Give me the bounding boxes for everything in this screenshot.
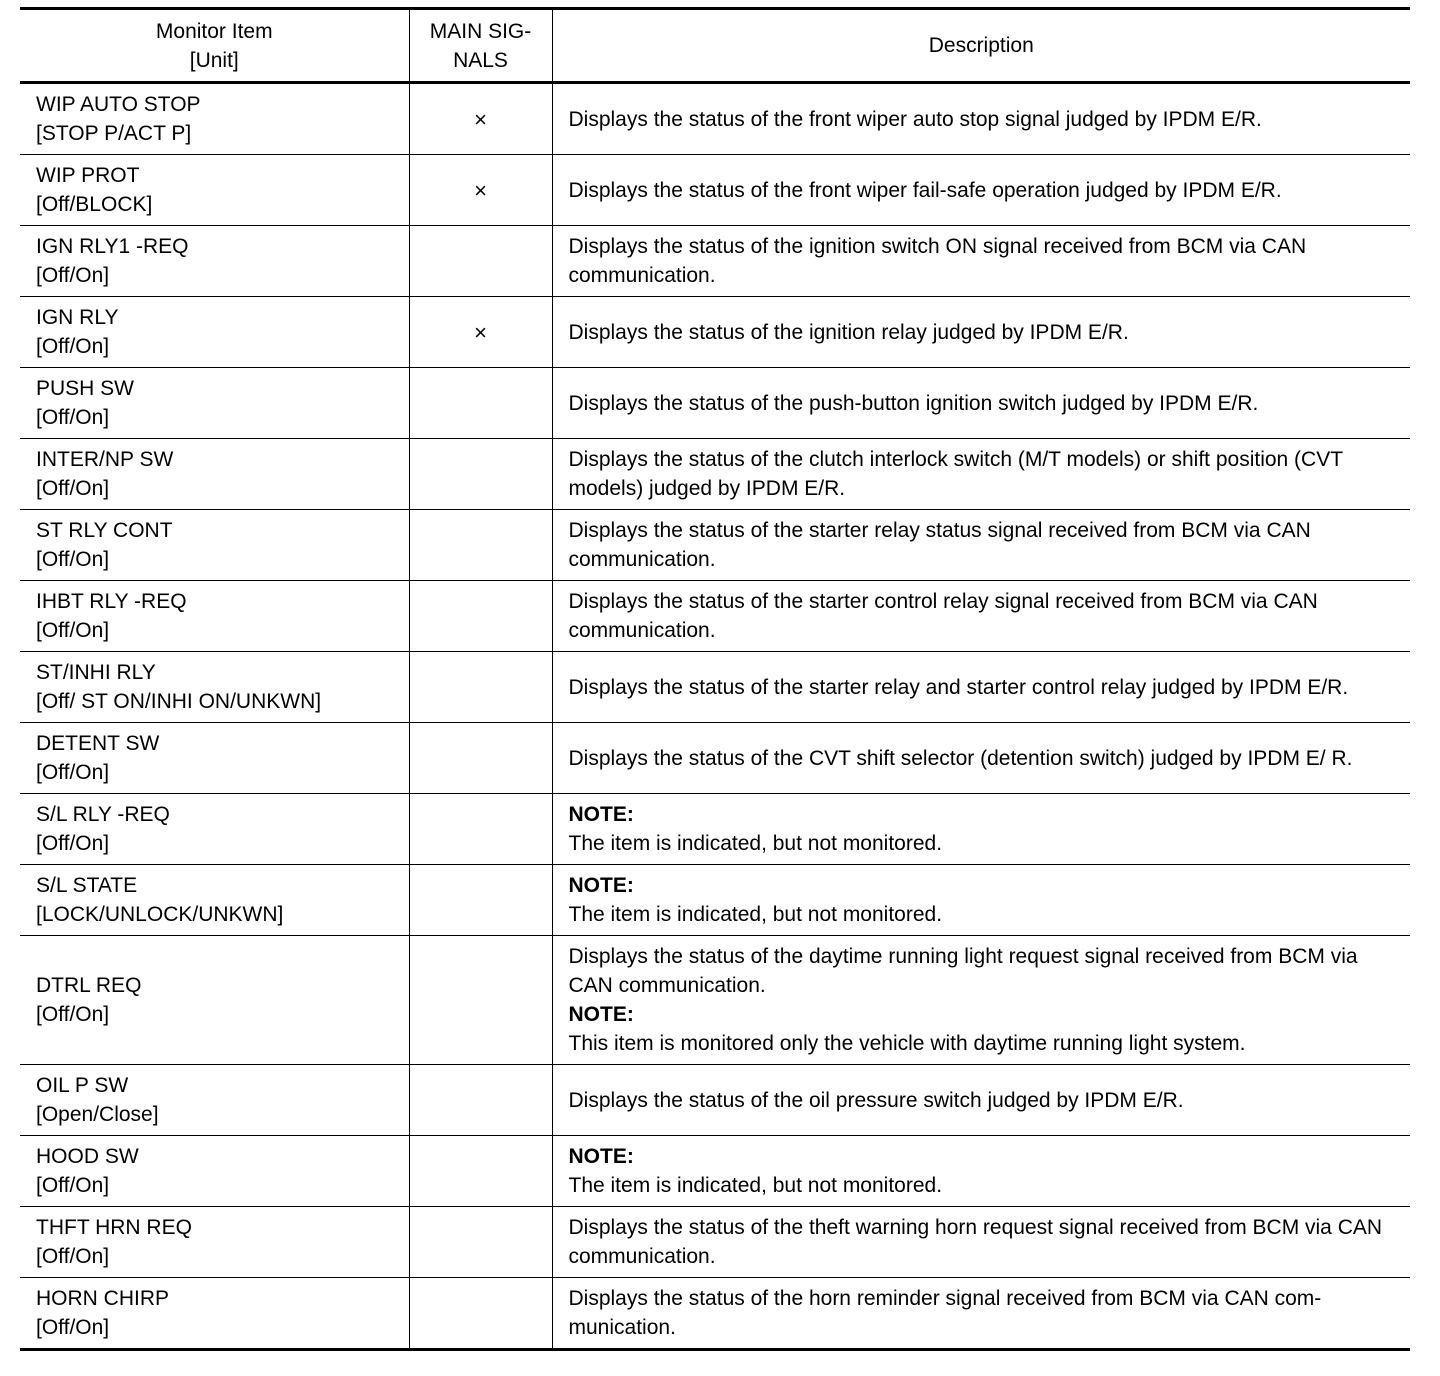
monitor-item-unit: [Off/On] [36, 619, 110, 642]
description-cell [552, 865, 1410, 936]
monitor-item-cell [20, 723, 409, 794]
description-cell [552, 1207, 1410, 1278]
monitor-item-name: ST/INHI RLY [36, 661, 156, 684]
table-row [20, 226, 1410, 297]
monitor-item-table [20, 7, 1410, 1351]
header-unit-label: [Unit] [189, 48, 239, 72]
main-signal-cell [409, 652, 552, 723]
monitor-item-unit: [Off/On] [36, 264, 110, 287]
monitor-item-unit: [Off/On] [36, 1316, 110, 1339]
description-text: Displays the status of the oil pressure switch judged by IPDM E/R. [568, 1088, 1184, 1112]
monitor-item-cell [20, 83, 409, 155]
monitor-item-unit: [Off/On] [36, 832, 110, 855]
note-text: This item is monitored only the vehicle with daytime running light system. [568, 1032, 1246, 1055]
header-monitor-item [20, 9, 409, 83]
description-cell [552, 581, 1410, 652]
monitor-item-cell [20, 581, 409, 652]
monitor-item-cell [20, 226, 409, 297]
description-text: Displays the status of the clutch interlock switch (M/T models) or shift position (CVT models) judged by IPDM E/R. [568, 448, 1343, 500]
monitor-item-unit: [Off/On] [36, 1003, 110, 1026]
monitor-item-unit: [Off/On] [36, 406, 110, 429]
monitor-item-name: IGN RLY [36, 306, 119, 329]
main-signal-cell [409, 723, 552, 794]
note-label: NOTE: [568, 1003, 634, 1026]
description-cell [552, 510, 1410, 581]
description-cell [552, 794, 1410, 865]
monitor-item-name: THFT HRN REQ [36, 1216, 192, 1239]
monitor-item-cell [20, 936, 409, 1065]
monitor-item-name: IGN RLY1 -REQ [36, 235, 189, 258]
description-text: Displays the status of the horn reminder signal received from BCM via CAN com- munication. [568, 1287, 1322, 1339]
description-text: Displays the status of the ignition switch ON signal received from BCM via CAN communication. [568, 235, 1307, 287]
monitor-item-name: WIP AUTO STOP [36, 93, 201, 116]
monitor-item-cell [20, 865, 409, 936]
monitor-item-name: WIP PROT [36, 164, 140, 187]
table-row [20, 865, 1410, 936]
description-cell [552, 439, 1410, 510]
monitor-item-cell [20, 1065, 409, 1136]
description-cell [552, 368, 1410, 439]
monitor-item-unit: [Off/On] [36, 548, 110, 571]
monitor-item-name: PUSH SW [36, 377, 135, 400]
monitor-item-name: INTER/NP SW [36, 448, 174, 471]
main-signal-cell: × [409, 297, 552, 368]
table-row [20, 83, 1410, 155]
monitor-item-cell [20, 652, 409, 723]
description-text: Displays the status of the starter relay status signal received from BCM via CAN communication. [568, 519, 1311, 571]
monitor-item-unit: [Off/BLOCK] [36, 193, 153, 216]
table-row [20, 297, 1410, 368]
monitor-item-unit: [STOP P/ACT P] [36, 122, 192, 145]
table-row [20, 652, 1410, 723]
table-row [20, 723, 1410, 794]
table-row [20, 1065, 1410, 1136]
table-header-row [20, 9, 1410, 83]
description-cell [552, 723, 1410, 794]
description-text: Displays the status of the starter relay and starter control relay judged by IPDM E/R. [568, 675, 1349, 699]
description-cell [552, 1065, 1410, 1136]
monitor-item-unit: [Off/On] [36, 477, 110, 500]
main-signal-cell [409, 1136, 552, 1207]
monitor-item-cell [20, 1136, 409, 1207]
description-cell [552, 297, 1410, 368]
header-main-signals-line1: MAIN SIG- [429, 19, 532, 43]
main-signal-cell: × [409, 155, 552, 226]
description-cell [552, 155, 1410, 226]
monitor-item-cell [20, 510, 409, 581]
note-label: NOTE: [568, 1145, 634, 1168]
description-text: Displays the status of the daytime running light request signal received from BCM via CAN communication. [568, 945, 1358, 997]
monitor-item-unit: [Off/On] [36, 335, 110, 358]
monitor-item-cell [20, 794, 409, 865]
table-row [20, 368, 1410, 439]
monitor-item-name: OIL P SW [36, 1074, 129, 1097]
main-signal-cell [409, 936, 552, 1065]
header-description: Description [552, 9, 1410, 83]
table-row [20, 581, 1410, 652]
main-signal-cell [409, 794, 552, 865]
description-cell [552, 652, 1410, 723]
monitor-item-cell [20, 439, 409, 510]
description-cell [552, 1136, 1410, 1207]
table-row [20, 439, 1410, 510]
monitor-item-name: HORN CHIRP [36, 1287, 170, 1310]
monitor-item-name: S/L RLY -REQ [36, 803, 170, 826]
table-row [20, 936, 1410, 1065]
table-row [20, 1207, 1410, 1278]
table-row [20, 155, 1410, 226]
header-main-signals [409, 9, 552, 83]
monitor-item-cell [20, 1278, 409, 1350]
main-signal-cell [409, 865, 552, 936]
description-text: Displays the status of the front wiper fail-safe operation judged by IPDM E/R. [568, 178, 1282, 202]
note-label: NOTE: [568, 874, 634, 897]
main-signal-cell [409, 439, 552, 510]
monitor-item-unit: [LOCK/UNLOCK/UNKWN] [36, 903, 284, 926]
monitor-item-unit: [Open/Close] [36, 1103, 159, 1126]
monitor-item-unit: [Off/On] [36, 1245, 110, 1268]
note-text: The item is indicated, but not monitored. [568, 903, 943, 926]
main-signal-cell [409, 510, 552, 581]
monitor-item-unit: [Off/ ST ON/INHI ON/UNKWN] [36, 690, 322, 713]
monitor-item-cell [20, 297, 409, 368]
note-label: NOTE: [568, 803, 634, 826]
main-signal-cell [409, 1278, 552, 1350]
monitor-item-unit: [Off/On] [36, 761, 110, 784]
description-cell [552, 226, 1410, 297]
description-text: Displays the status of the CVT shift selector (detention switch) judged by IPDM E/ R. [568, 746, 1353, 770]
header-monitor-item-label: Monitor Item [155, 19, 273, 43]
monitor-item-cell [20, 155, 409, 226]
note-text: The item is indicated, but not monitored. [568, 832, 943, 855]
description-text: Displays the status of the push-button ignition switch judged by IPDM E/R. [568, 391, 1259, 415]
main-signal-cell [409, 368, 552, 439]
description-text: Displays the status of the front wiper auto stop signal judged by IPDM E/R. [568, 107, 1262, 131]
monitor-item-cell [20, 368, 409, 439]
monitor-item-unit: [Off/On] [36, 1174, 110, 1197]
main-signal-cell [409, 1207, 552, 1278]
description-cell [552, 83, 1410, 155]
description-text: Displays the status of the starter control relay signal received from BCM via CAN communication. [568, 590, 1318, 642]
table-row [20, 510, 1410, 581]
monitor-item-name: DETENT SW [36, 732, 160, 755]
description-cell [552, 936, 1410, 1065]
note-text: The item is indicated, but not monitored. [568, 1174, 943, 1197]
table-row [20, 794, 1410, 865]
main-signal-cell: × [409, 83, 552, 155]
monitor-item-name: HOOD SW [36, 1145, 139, 1168]
table-row [20, 1136, 1410, 1207]
description-cell [552, 1278, 1410, 1350]
description-text: Displays the status of the theft warning horn request signal received from BCM via CAN communication. [568, 1216, 1383, 1268]
monitor-item-name: DTRL REQ [36, 974, 142, 997]
monitor-item-cell [20, 1207, 409, 1278]
monitor-item-name: ST RLY CONT [36, 519, 173, 542]
main-signal-cell [409, 226, 552, 297]
header-main-signals-line2: NALS [453, 48, 508, 72]
description-text: Displays the status of the ignition relay judged by IPDM E/R. [568, 320, 1129, 344]
main-signal-cell [409, 581, 552, 652]
monitor-item-name: S/L STATE [36, 874, 138, 897]
table-row [20, 1278, 1410, 1350]
main-signal-cell [409, 1065, 552, 1136]
monitor-item-name: IHBT RLY -REQ [36, 590, 187, 613]
